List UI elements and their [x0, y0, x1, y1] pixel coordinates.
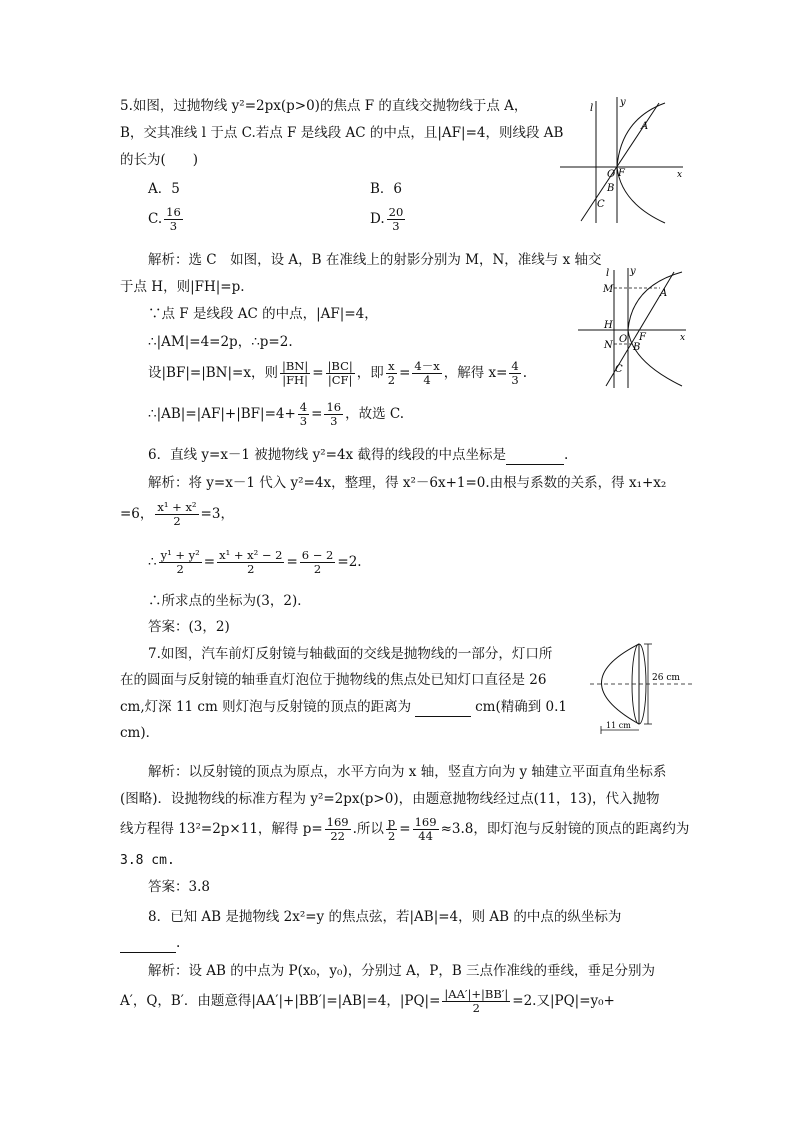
q5-sol5-f5-num: 4 [511, 359, 519, 373]
q6-sol3-f1-den: 2 [176, 562, 184, 576]
q5-sol5-text-c: ，即 [356, 365, 384, 381]
q6-sol3-frac-1 [159, 549, 202, 576]
q6-solution-line-2 [120, 499, 234, 529]
q7-stem-line-2: 在的圆面与反射镜的轴垂直灯泡位于抛物线的焦点处已知灯口直径是 26 [120, 672, 547, 688]
q5-sol6-frac-2 [324, 401, 343, 428]
q5s-fig-label-C: C [615, 364, 623, 375]
q6-solution-line-3 [148, 547, 362, 577]
q7-sol3-frac-3 [413, 816, 439, 843]
q8-sol2-den: 2 [472, 1001, 480, 1015]
q6-answer-blank [506, 446, 564, 465]
q5s-fig-label-N: N [604, 340, 613, 351]
q6-answer: 答案：(3，2) [148, 619, 230, 635]
q5-option-d-den: 3 [392, 219, 400, 233]
q6-stem-text: 6．直线 y=x－1 被抛物线 y²=4x 截得的线段的中点坐标是 [148, 447, 506, 463]
q5-sol6-text-a: ∴|AB|=|AF|+|BF|=4+ [148, 406, 296, 422]
q5-solution-line-3: ∵点 F 是线段 AC 的中点，|AF|=4， [148, 306, 378, 322]
q6-sol3-f3-num: 6 − 2 [301, 548, 334, 562]
q5-sol6-f2-den: 3 [330, 414, 338, 428]
q5-fig-label-x: x [677, 170, 683, 180]
q7-sol3-text-c: = [399, 821, 411, 837]
q7-sol3-frac-1 [325, 816, 351, 843]
q7-sol3-f3-num: 169 [414, 815, 437, 829]
q8-sol2-num: |AA′|+|BB′| [444, 987, 509, 1001]
q7-solution-line-4: 3.8 cm. [120, 853, 175, 868]
q7-sol3-text-a: 线方程得 13²=2p×11，解得 p= [120, 821, 323, 837]
q7-sol3-text-d: ≈3.8，即灯泡与反射镜的顶点的距离约为 [440, 821, 690, 837]
q5-sol5-text-b: = [312, 365, 324, 381]
q7-stem-3a: cm,灯深 11 cm 则灯泡与反射镜的顶点的距离为 [120, 699, 412, 715]
q5-solution-line-4: ∴|AM|=4=2p，∴p=2. [148, 334, 293, 350]
q6-sol3-text-b: = [203, 554, 216, 570]
q5-figure [555, 95, 685, 225]
q6-sol3-f2-den: 2 [247, 562, 255, 576]
q5-sol5-frac-1 [280, 360, 310, 387]
q6-sol3-text-c: = [286, 554, 298, 570]
q5-stem-line-3: 的长为( ) [120, 152, 199, 168]
q7-sol3-f1-num: 169 [326, 815, 349, 829]
q5-option-b: B．6 [370, 181, 403, 197]
q6-sol2-text-b: =3， [200, 506, 234, 522]
q5-sol6-f1-num: 4 [299, 400, 308, 414]
q5-option-c-label: C. [148, 211, 163, 227]
q7-solution-line-2: (图略)．设抛物线的标准方程为 y²=2px(p>0)，由题意抛物线经过点(11，13)，代入抛物 [120, 791, 660, 807]
q7-answer: 答案：3.8 [148, 879, 210, 895]
q7-sol3-text-b: .所以 [352, 821, 384, 837]
q5-sol5-text-d: = [399, 365, 411, 381]
q6-solution-line-1: 解析：将 y=x－1 代入 y²=4x，整理，得 x²－6x+1=0.由根与系数的关系，得 x₁+x₂ [148, 475, 667, 491]
q5-fig-label-O: O [607, 169, 616, 180]
q6-solution-line-4: ∴所求点的坐标为(3，2)． [148, 593, 311, 609]
q5-sol5-frac-4 [412, 360, 441, 387]
q7-sol3-f3-den: 44 [418, 829, 433, 843]
q5-option-d-num: 20 [388, 205, 404, 219]
q5-stem-line-1: 5.如图，过抛物线 y²=2px(p>0)的焦点 F 的直线交抛物线于点 A， [120, 98, 528, 114]
q8-solution-line-1: 解析：设 AB 的中点为 P(x₀，y₀)，分别过 A，P，B 三点作准线的垂线，垂足分别为 [148, 963, 656, 979]
q6-sol2-den: 2 [173, 514, 181, 528]
q7-solution-line-3 [120, 814, 689, 844]
q5-sol5-f5-den: 3 [511, 373, 519, 387]
q5-option-c-den: 3 [169, 219, 178, 233]
q5-sol5-f3-num: x [388, 359, 395, 373]
q8-stem-line-1: 8．已知 AB 是抛物线 2x²=y 的焦点弦，若|AB|=4，则 AB 的中点的纵坐标为 [148, 909, 622, 925]
q7-solution-line-1: 解析：以反射镜的顶点为原点，水平方向为 x 轴，竖直方向为 y 轴建立平面直角坐标系 [148, 764, 667, 780]
q5-sol6-f1-den: 3 [299, 414, 308, 428]
q5-fig-label-l: l [590, 103, 594, 114]
q5-sol6-f2-num: 16 [326, 400, 342, 414]
q6-sol2-frac [155, 501, 198, 528]
q5-sol5-f1-den: |FH| [282, 373, 308, 387]
q6-sol3-text-a: ∴ [148, 554, 157, 570]
q7-sol3-f1-den: 22 [330, 829, 345, 843]
q8-stem-end: . [176, 935, 181, 951]
q5-sol5-f4-den: 4 [423, 373, 431, 387]
q5s-fig-label-H: H [604, 320, 613, 331]
q5-sol6-text-b: = [311, 406, 323, 422]
q7-sol3-frac-2 [386, 816, 397, 843]
q6-sol3-f3-den: 2 [313, 562, 322, 576]
q5-fig-label-A: A [641, 121, 649, 132]
q5-fig-label-C: C [597, 199, 605, 210]
q5-option-c [148, 206, 185, 233]
q5-sol5-f1-num: |BN| [281, 359, 309, 373]
q6-stem-end: . [563, 447, 569, 463]
q6-sol3-f2-num: x¹ + x² − 2 [219, 548, 283, 562]
q5-sol5-text-e: ，解得 x= [443, 365, 508, 381]
q5-sol5-text-a: 设|BF|=|BN|=x，则 [148, 365, 278, 381]
q7-sol3-f2-num: p [387, 815, 396, 829]
q6-stem [148, 446, 568, 465]
q8-stem-line-2 [120, 934, 180, 953]
q5s-fig-label-x: x [680, 333, 686, 343]
q5-option-d [370, 206, 407, 233]
q5-solution-figure [574, 264, 689, 390]
q5s-fig-label-M: M [603, 284, 614, 295]
q7-headlight-figure [586, 640, 696, 735]
q7-stem-line-4: cm)． [120, 725, 160, 741]
q7-answer-blank [415, 698, 471, 717]
q5s-fig-label-O: O [619, 334, 628, 345]
q7-fig-depth-label: 11 cm [606, 721, 631, 730]
q7-stem-3b: cm(精确到 0.1 [475, 699, 567, 715]
q5-stem-line-2: B，交其准线 l 于点 C.若点 F 是线段 AC 的中点，且|AF|=4，则线段 AB [120, 125, 564, 141]
q6-sol3-text-d: =2. [337, 554, 362, 570]
q5s-fig-label-F: F [639, 332, 646, 343]
q8-sol2-frac [442, 988, 510, 1015]
q8-sol2-text-a: A′，Q，B′．由题意得|AA′|+|BB′|=|AB|=4，|PQ|= [120, 993, 441, 1009]
q5-option-a: A．5 [148, 181, 180, 197]
q7-sol3-f2-den: 2 [387, 829, 396, 843]
q5-sol6-text-c: ，故选 C. [345, 406, 405, 422]
q5-option-c-fraction [164, 206, 183, 233]
q5s-fig-label-B: B [633, 342, 641, 353]
q5-fig-label-y: y [620, 97, 626, 108]
q5-fig-label-B: B [607, 183, 615, 194]
q6-sol2-text-a: =6， [120, 506, 154, 522]
q7-stem-line-3 [120, 698, 567, 717]
q5-sol6-frac-1 [298, 401, 309, 428]
q5-sol5-frac-2 [326, 360, 355, 387]
q5-option-c-num: 16 [166, 205, 181, 219]
q8-answer-blank [120, 934, 176, 953]
q5-sol5-f3-den: 2 [387, 373, 396, 387]
q5s-fig-label-A: A [660, 288, 668, 299]
q7-fig-diameter-label: 26 cm [652, 673, 680, 683]
q5-sol5-f2-den: |CF| [327, 373, 353, 387]
q6-sol3-frac-2 [217, 549, 284, 576]
q5s-fig-label-l: l [606, 268, 610, 279]
q8-solution-line-2 [120, 986, 615, 1016]
q6-sol3-frac-3 [300, 549, 336, 576]
q6-sol2-num: x¹ + x² [157, 500, 197, 514]
q5-option-d-label: D. [370, 211, 385, 227]
q5-option-d-fraction [387, 206, 406, 233]
q5-solution-line-2: 于点 H，则|FH|=p. [120, 279, 245, 295]
q5-solution-line-6 [148, 400, 404, 428]
q5-sol5-frac-5 [509, 360, 520, 387]
q5-sol5-frac-3 [386, 360, 397, 387]
q5s-fig-label-y: y [630, 266, 636, 277]
q5-sol5-f2-num: |BC| [327, 359, 353, 373]
q7-stem-line-1: 7.如图，汽车前灯反射镜与轴截面的交线是抛物线的一部分，灯口所 [148, 646, 553, 662]
q5-fig-label-F: F [618, 168, 625, 179]
q5-sol5-f4-num: 4－x [414, 359, 440, 373]
q5-sol5-text-f: . [522, 365, 528, 381]
q6-sol3-f1-num: y¹ + y² [160, 548, 200, 562]
q5-solution-line-5 [148, 359, 527, 387]
q8-sol2-text-b: =2.又|PQ|=y₀+ [512, 993, 615, 1009]
q5-solution-line-1: 解析：选 C 如图，设 A，B 在准线上的射影分别为 M，N，准线与 x 轴交 [148, 252, 602, 268]
